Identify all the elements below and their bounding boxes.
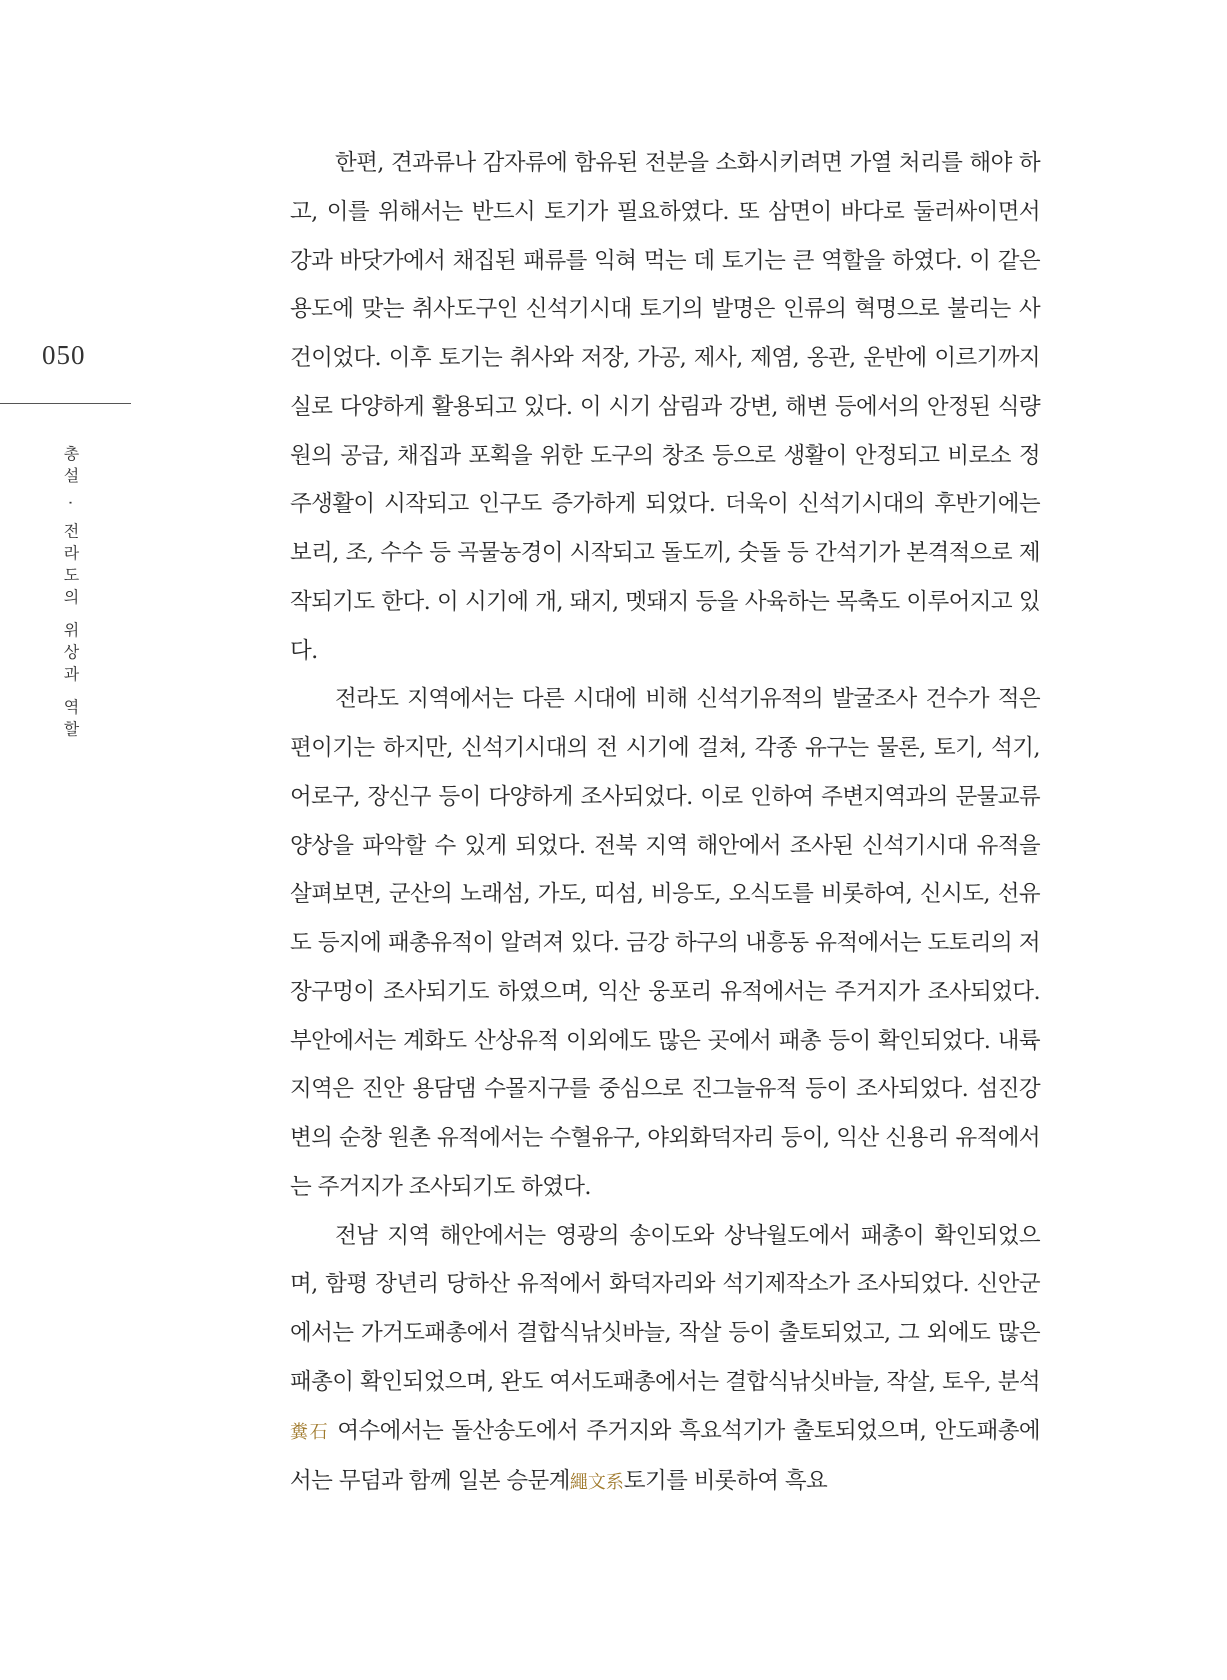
running-head: 총설 · 전라도의 위상과 역할	[61, 445, 80, 743]
text-segment: 한편, 견과류나 감자류에 함유된 전분을 소화시키려면 가열 처리를 해야 하고, 이를 위해서는 반드시 토기가 필요하였다. 또 삼면이 바다로 둘러싸이면서 강과 바닷가에서 채집된 패류를 익혀 먹는 데 토기는 큰 역할을 하였다. 이 같은 용도에 맞는 취사도구인 신석기시대 토기의 발명은 인류의 혁명으로 불리는 사건이었다. 이후 토기는 취사와 저장, 가공, 제사, 제염, 옹관, 운반에 이르기까지 실로 다양하게 활용되고 있다. 이 시기 삼림과 강변, 해변 등에서의 안정된 식량원의 공급, 채집과 포획을 위한 도구의 창조 등으로 생활이 안정되고 비로소 정주생활이 시작되고 인구도 증가하게 되었다. 더욱이 신석기시대의 후반기에는 보리, 조, 수수 등 곡물농경이 시작되고 돌도끼, 숫돌 등 간석기가 본격적으로 제작되기도 한다. 이 시기에 개, 돼지, 멧돼지 등을 사육하는 목축도 이루어지고 있다.	[290, 150, 1040, 664]
text-segment: 여수에서는 돌산송도에서 주거지와 흑요석기가 출토되었으며, 안도패총에서는 무덤과 함께 일본 승문계	[290, 1417, 1040, 1495]
text-segment: 전라도 지역에서는 다른 시대에 비해 신석기유적의 발굴조사 건수가 적은 편이기는 하지만, 신석기시대의 전 시기에 걸쳐, 각종 유구는 물론, 토기, 석기, 어로구, 장신구 등이 다양하게 조사되었다. 이로 인하여 주변지역과의 문물교류 양상을 파악할 수 있게 되었다. 전북 지역 해안에서 조사된 신석기시대 유적을 살펴보면, 군산의 노래섬, 가도, 띠섬, 비응도, 오식도를 비롯하여, 신시도, 선유도 등지에 패총유적이 알려져 있다. 금강 하구의 내흥동 유적에서는 도토리의 저장구멍이 조사되기도 하였으며, 익산 웅포리 유적에서는 주거지가 조사되었다. 부안에서는 계화도 산상유적 이외에도 많은 곳에서 패총 등이 확인되었다. 내륙지역은 진안 용담댐 수몰지구를 중심으로 진그늘유적 등이 조사되었다. 섬진강변의 순창 원촌 유적에서는 수혈유구, 야외화덕자리 등이, 익산 신용리 유적에서는 주거지가 조사되기도 하였다.	[290, 686, 1040, 1200]
body-text	[290, 139, 1040, 1508]
hanja-annotation: 繩文系	[569, 1472, 624, 1494]
page-number: 050	[42, 340, 86, 370]
hanja-annotation: 糞石	[290, 1421, 330, 1443]
text-segment: 토기를 비롯하여 흑요	[623, 1468, 828, 1495]
margin-rule	[0, 403, 131, 404]
text-segment: 전남 지역 해안에서는 영광의 송이도와 상낙월도에서 패총이 확인되었으며, 함평 장년리 당하산 유적에서 화덕자리와 석기제작소가 조사되었다. 신안군에서는 가거도패총에서 결합식낚싯바늘, 작살 등이 출토되었고, 그 외에도 많은 패총이 확인되었으며, 완도 여서도패총에서는 결합식낚싯바늘, 작살, 토우, 분석	[290, 1222, 1040, 1395]
paragraph-1	[290, 139, 1040, 675]
paragraph-2	[290, 675, 1040, 1211]
paragraph-3	[290, 1212, 1040, 1509]
